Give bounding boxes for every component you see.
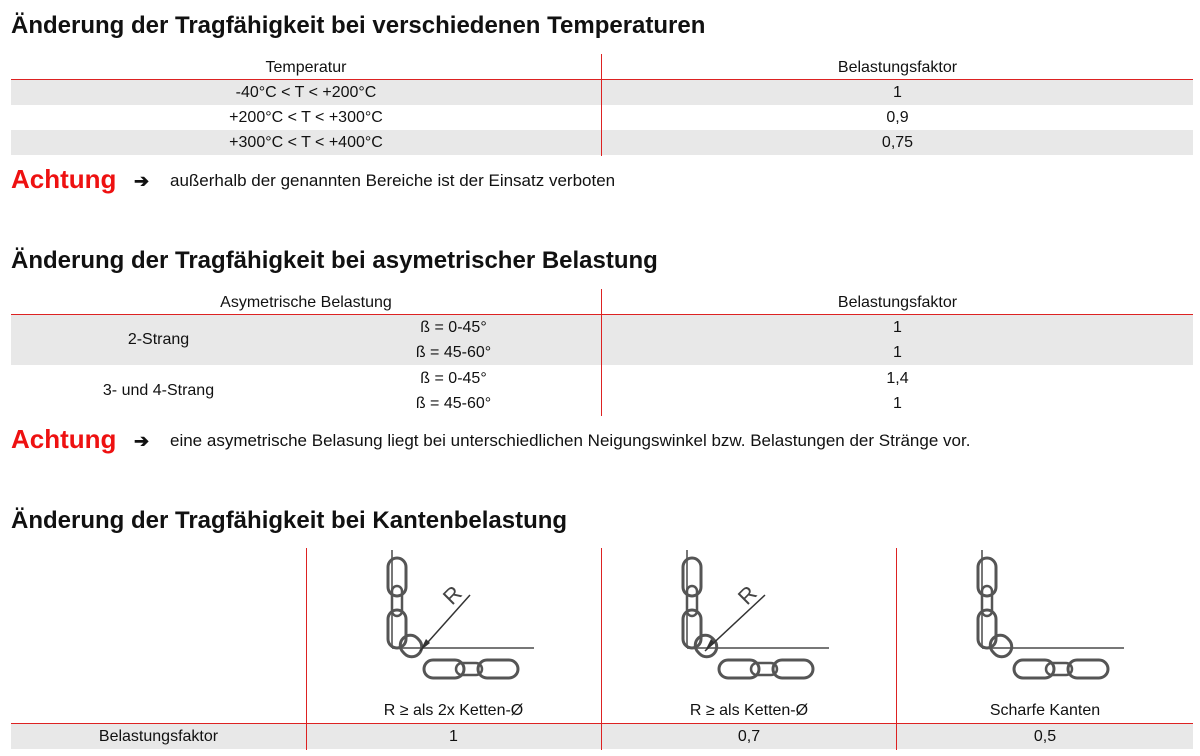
- group-name: 2-Strang: [127, 331, 190, 348]
- asymmetric-factor: 1: [893, 395, 902, 412]
- edge-factor: 1: [449, 728, 458, 745]
- header-factor: Belastungsfaktor: [837, 59, 958, 76]
- temperature-factor: 1: [893, 84, 902, 101]
- warning-text: eine asymetrische Belasung liegt bei unterschiedlichen Neigungswinkel bzw. Belastungen der Stränge vor.: [170, 431, 971, 450]
- temperature-range: +300°C < T < +400°C: [229, 134, 383, 151]
- header-rule: [11, 314, 1193, 315]
- angle-range: ß = 0-45°: [420, 370, 487, 387]
- section-title-temperature: Änderung der Tragfähigkeit bei verschiedenen Temperaturen: [11, 12, 706, 39]
- section-title-edge: Änderung der Tragfähigkeit bei Kantenbelastung: [11, 507, 568, 534]
- edge-caption: R ≥ als 2x Ketten-Ø: [383, 702, 524, 719]
- angle-range: ß = 45-60°: [415, 344, 492, 361]
- factor-row-label: Belastungsfaktor: [98, 728, 219, 745]
- temperature-factor: 0,9: [886, 109, 909, 126]
- chain-edge-large-radius-illustration: [370, 550, 540, 695]
- asymmetric-factor: 1: [893, 319, 902, 336]
- arrow-right-icon: ➔: [134, 431, 150, 451]
- arrow-right-icon: ➔: [134, 171, 150, 191]
- radius-label: R: [437, 580, 467, 610]
- header-factor: Belastungsfaktor: [837, 294, 958, 311]
- edge-factor: 0,5: [1033, 728, 1057, 745]
- edge-factor: 0,7: [737, 728, 761, 745]
- factor-rule: [11, 723, 1193, 724]
- temperature-range: -40°C < T < +200°C: [235, 84, 377, 101]
- angle-range: ß = 45-60°: [415, 395, 492, 412]
- edge-caption: R ≥ als Ketten-Ø: [689, 702, 809, 719]
- temperature-range: +200°C < T < +300°C: [229, 109, 383, 126]
- section-title-asymmetric: Änderung der Tragfähigkeit bei asymetrischer Belastung: [11, 247, 658, 274]
- radius-label: R: [732, 580, 762, 610]
- warning-text: außerhalb der genannten Bereiche ist der Einsatz verboten: [170, 171, 616, 190]
- group-name: 3- und 4-Strang: [102, 382, 215, 399]
- header-asymmetric: Asymetrische Belastung: [220, 294, 392, 311]
- warning-label: Achtung: [11, 164, 117, 194]
- chain-sharp-edge-illustration: [960, 550, 1130, 695]
- asymmetric-factor: 1,4: [886, 370, 909, 387]
- asymmetric-factor: 1: [893, 344, 902, 361]
- chain-edge-small-radius-illustration: [665, 550, 835, 695]
- temperature-factor: 0,75: [881, 134, 914, 151]
- edge-caption: Scharfe Kanten: [989, 702, 1101, 719]
- warning-label: Achtung: [11, 424, 117, 454]
- angle-range: ß = 0-45°: [420, 319, 487, 336]
- header-temperature: Temperatur: [265, 59, 347, 76]
- header-rule: [11, 79, 1193, 80]
